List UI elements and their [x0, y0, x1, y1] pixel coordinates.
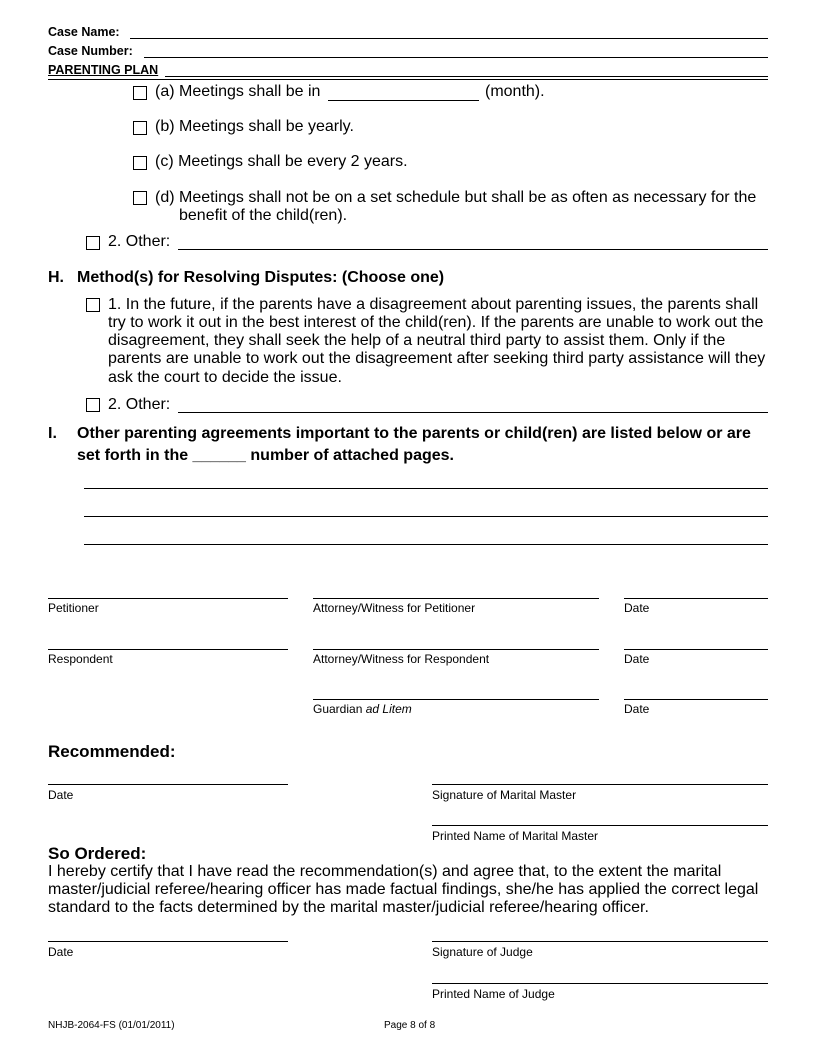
form-id: NHJB-2064-FS (01/01/2011) — [48, 1020, 175, 1031]
meetings-option-c-label: (c) Meetings shall be every 2 years. — [155, 153, 408, 170]
so-ordered-date-label: Date — [48, 945, 74, 959]
so-ordered-line1: I hereby certify that I have read the recommendation(s) and agree that, to the extent the marital — [48, 863, 722, 880]
header-rule-2 — [48, 79, 768, 80]
meetings-option-a-suffix: (month). — [485, 83, 545, 100]
petitioner-label: Petitioner — [48, 601, 99, 615]
so-ordered-date-line[interactable] — [48, 941, 288, 942]
marital-master-printed-line[interactable] — [432, 825, 768, 826]
form-title: PARENTING PLAN — [48, 63, 159, 77]
respondent-date-line[interactable] — [624, 649, 768, 650]
so-ordered-line2: master/judicial referee/hearing officer has made factual findings, she/he has applied the correct legal — [48, 881, 759, 898]
marital-master-printed-label: Printed Name of Marital Master — [432, 829, 599, 843]
guardian-date-label: Date — [624, 702, 650, 716]
case-number-line[interactable] — [144, 57, 768, 58]
dispute-other-line[interactable] — [178, 412, 768, 413]
agreement-line-1[interactable] — [84, 488, 768, 489]
other-g-label: 2. Other: — [108, 233, 171, 250]
so-ordered-heading: So Ordered: — [48, 844, 147, 863]
recommended-date-label: Date — [48, 788, 74, 802]
attorney-respondent-label: Attorney/Witness for Respondent — [313, 652, 490, 666]
guardian-label-text: Guardian — [313, 702, 363, 716]
agreement-line-3[interactable] — [84, 544, 768, 545]
case-name-line[interactable] — [130, 38, 768, 39]
header-rule-1 — [165, 76, 768, 77]
guardian-date-line[interactable] — [624, 699, 768, 700]
so-ordered-line3: standard to the facts determined by the marital master/judicial referee/hearing officer. — [48, 899, 649, 916]
meetings-option-a-label: (a) Meetings shall be in — [155, 83, 321, 100]
guardian-label — [313, 702, 412, 716]
section-h-title: Method(s) for Resolving Disputes: (Choose one) — [77, 269, 445, 286]
meetings-option-d-checkbox[interactable] — [133, 191, 147, 205]
marital-master-signature-line[interactable] — [432, 784, 768, 785]
meetings-option-b-label: (b) Meetings shall be yearly. — [155, 118, 354, 135]
dispute-option1-line3: disagreement, they shall seek the help of a neutral third party to assist them. Only if the — [108, 332, 726, 349]
petitioner-date-line[interactable] — [624, 598, 768, 599]
meetings-option-a-checkbox[interactable] — [133, 86, 147, 100]
guardian-signature-line[interactable] — [313, 699, 599, 700]
marital-master-signature-label: Signature of Marital Master — [432, 788, 577, 802]
petitioner-date-label: Date — [624, 601, 650, 615]
dispute-option1-line1: 1. In the future, if the parents have a disagreement about parenting issues, the parents shall — [108, 296, 759, 313]
judge-signature-label: Signature of Judge — [432, 945, 533, 959]
attorney-petitioner-signature-line[interactable] — [313, 598, 599, 599]
section-i-letter: I. — [48, 425, 57, 442]
judge-printed-line[interactable] — [432, 983, 768, 984]
meetings-month-field[interactable] — [328, 100, 479, 101]
other-g-checkbox[interactable] — [86, 236, 100, 250]
case-number-label: Case Number: — [48, 44, 133, 58]
judge-signature-line[interactable] — [432, 941, 768, 942]
dispute-option1-line4: parents are unable to work out the disagreement after seeking third party assistance will they — [108, 350, 766, 367]
page-number: Page 8 of 8 — [384, 1020, 436, 1031]
attorney-petitioner-label: Attorney/Witness for Petitioner — [313, 601, 476, 615]
meetings-option-d-line1: (d) Meetings shall not be on a set schedule but shall be as often as necessary for the — [155, 189, 757, 206]
judge-printed-label: Printed Name of Judge — [432, 987, 555, 1001]
dispute-option1-checkbox[interactable] — [86, 298, 100, 312]
section-i-line2: set forth in the ______ number of attached pages. — [77, 447, 454, 464]
respondent-label: Respondent — [48, 652, 113, 666]
guardian-label-italic: ad Litem — [365, 702, 412, 716]
section-i-line1: Other parenting agreements important to the parents or child(ren) are listed below or are — [77, 425, 751, 442]
agreement-line-2[interactable] — [84, 516, 768, 517]
attorney-respondent-signature-line[interactable] — [313, 649, 599, 650]
meetings-option-d-line2: benefit of the child(ren). — [179, 207, 348, 224]
dispute-other-checkbox[interactable] — [86, 398, 100, 412]
other-g-line[interactable] — [178, 249, 768, 250]
respondent-signature-line[interactable] — [48, 649, 288, 650]
meetings-option-c-checkbox[interactable] — [133, 156, 147, 170]
dispute-option1-line2: try to work it out in the best interest of the child(ren). If the parents are unable to work out the — [108, 314, 764, 331]
recommended-date-line[interactable] — [48, 784, 288, 785]
petitioner-signature-line[interactable] — [48, 598, 288, 599]
section-h-letter: H. — [48, 269, 64, 286]
dispute-other-label: 2. Other: — [108, 396, 171, 413]
recommended-heading: Recommended: — [48, 742, 176, 761]
dispute-option1-line5: ask the court to decide the issue. — [108, 369, 342, 386]
meetings-option-b-checkbox[interactable] — [133, 121, 147, 135]
respondent-date-label: Date — [624, 652, 650, 666]
case-name-label: Case Name: — [48, 25, 120, 39]
